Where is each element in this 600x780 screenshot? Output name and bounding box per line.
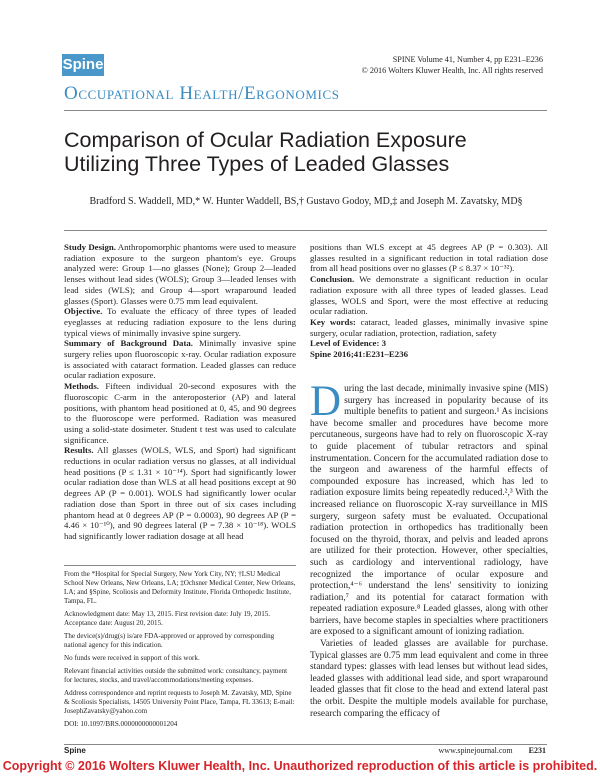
- copyright-notice: Copyright © 2016 Wolters Kluwer Health, Inc. Unauthorized reproduction of this article is prohibited.: [2, 759, 598, 773]
- keywords-label: Key words:: [310, 316, 356, 327]
- summary-label: Summary of Background Data.: [64, 338, 193, 349]
- footer-journal: Spine: [64, 746, 86, 755]
- footnote-dates: Acknowledgment date: May 13, 2015. First revision date: July 19, 2015. Acceptance date: August 20, 2015.: [64, 610, 271, 627]
- article-title: Comparison of Ocular Radiation Exposure Utilizing Three Types of Leaded Glasses: [64, 128, 467, 176]
- study-design-label: Study Design.: [64, 242, 116, 252]
- footnote-funds: No funds were received in support of this work.: [64, 654, 200, 662]
- results-text: All glasses (WOLS, WLS, and Sport) had significant reductions in ocular radiation versus no glasses, at all individual head positions (P ≤ 1.31 × 10⁻¹⁴). Sport had significantly lower ocular radiation dose than WLS at all head positions except at 90 degrees AP (P = 0.001). WOLS had significantly lower ocular radiation dose than Sport in three out of six cases including phantom head at 0 degrees AP (P = 0.0003), 90 degrees AP (P = 4.46 × 10⁻¹⁰), and 90 degrees lateral (P = 7.38 × 10⁻¹⁸). WOLS had significantly lower radiation dosage at all head: [64, 445, 297, 541]
- footnote-fda: The device(s)/drug(s) is/are FDA-approved or approved by corresponding national agency for this indication.: [64, 632, 275, 649]
- journal-copyright-line: © 2016 Wolters Kluwer Health, Inc. All rights reserved: [361, 66, 543, 75]
- body-paragraph-1: uring the last decade, minimally invasive spine (MIS) surgery has increased in popularity because of its multiple benefits to patient and surgeon.¹ As incisions have become smaller and procedures have become more percutaneous, surgeons have had to rely on fluoroscopic X-ray to guide placement of tubular retractors and spinal instrumentation. Concern for the accumulated radiation dose to the surgeon and awareness of the harmful effects of compounded exposure has increased, which has led to radiation exposure limits being repeatedly reduced.²,³ With the increased reliance on fluoroscopic X-ray surveillance in MIS surgery, surgeon safety must be evaluated. Occupational radiation protection in orthopedics has traditionally been focused on the thyroid, thorax, and pelvis and leaded aprons are utilized for their protection. However, other specialties, such as cardiology and interventional radiology, have recognized the importance of ocular exposure and protection,⁴⁻⁶ understand the lens' sensitivity to ionizing radiation,⁷ and its potential for cataract formation with repeated radiation exposure.⁸ Leaded glasses, along with other barriers, have become staples in specialties where practitioners are exposed to a significant amount of ionizing radiation.: [310, 384, 548, 638]
- level-of-evidence: Level of Evidence: 3: [310, 338, 386, 349]
- summary-text: Minimally invasive spine surgery relies upon fluoroscopic x-ray. Ocular radiation exposure is associated with cataract formation. Leaded glasses can reduce ocular radiation exposure.: [64, 338, 296, 381]
- objective-label: Objective.: [64, 306, 103, 317]
- methods-text: Fifteen individual 20-second exposures with the fluoroscopic C-arm in the anteroposterior (AP) and lateral positions, with phantom head positioned at 0, 45, and 90 degrees to the fluoroscope were performed. Radiation was measured using a solid-state dosimeter. Student t test was used to calculate significance.: [64, 381, 297, 445]
- divider: [64, 110, 547, 111]
- footnote-doi: DOI: 10.1097/BRS.0000000000001204: [64, 720, 178, 728]
- footnote-financial: Relevant financial activities outside the submitted work: consultancy, payment for lectures, stocks, and travel/accommodations/meeting expenses.: [64, 667, 288, 684]
- journal-info: [283, 54, 543, 76]
- abstract-left-column: [64, 242, 296, 542]
- abstract-right-column: [310, 242, 548, 360]
- study-design-text: Anthropomorphic phantoms were used to measure radiation exposure to the surgeon phantom's eye. Groups analyzed were: Group 1—no glasses (None); Group 2—leaded lenses without lead sides (WOLS); Group 3—leaded lenses with lead sides (WLS); and Group 4—sport wraparound leaded glasses (Sport). Glasses were 0.75 mm lead equivalent.: [64, 242, 297, 306]
- journal-volume-line: SPINE Volume 41, Number 4, pp E231–E236: [392, 55, 543, 64]
- body-paragraph-2: Varieties of leaded glasses are available for purchase. Typical glasses are 0.75 mm lead equivalent and come in three standard types: glasses with lead lenses but without lead sides, leaded glasses with additional lead side, and sport wraparound leaded glasses that fit close to the head and extend lateral past the orbit. Despite the multiple models available for purchase, research comparing the efficacy of: [310, 639, 548, 719]
- divider: [64, 230, 547, 231]
- journal-url: www.spinejournal.com: [438, 746, 513, 755]
- objective-text: To evaluate the efficacy of three types of leaded eyeglasses at reducing radiation exposure to the lens during typical views of minimally invasive spine surgery.: [64, 306, 296, 338]
- divider: [64, 744, 547, 745]
- results-continued-text: positions than WLS except at 45 degrees AP (P = 0.303). All glasses resulted in a significant reduction in total radiation dose from all head positions over no glasses (P ≤ 8.37 × 10⁻³²).: [310, 242, 548, 274]
- conclusion-text: We demonstrate a significant reduction in ocular radiation exposure with all three types of leaded glasses. Lead glasses, WOLS and Sport, were the most effective at reducing ocular radiation.: [310, 274, 548, 317]
- results-label: Results.: [64, 445, 94, 456]
- body-text: [310, 378, 548, 720]
- author-list: Bradford S. Waddell, MD,* W. Hunter Waddell, BS,† Gustavo Godoy, MD,‡ and Joseph M. Zavatsky, MD§: [89, 196, 523, 207]
- conclusion-label: Conclusion.: [310, 274, 355, 285]
- page-number: E231: [528, 746, 546, 755]
- divider: [64, 565, 296, 566]
- section-heading: Occupational Health/Ergonomics: [64, 83, 340, 104]
- keywords-text: cataract, leaded glasses, minimally invasive spine surgery, ocular radiation, protection, radiation, safety: [310, 316, 549, 338]
- footer-right: [439, 746, 546, 755]
- drop-cap: D: [310, 378, 342, 425]
- methods-label: Methods.: [64, 381, 99, 392]
- footnote-affiliations: From the *Hospital for Special Surgery, New York City, NY; †LSU Medical School New Orleans, New Orleans, LA; ‡Ochsner Medical Center, New Orleans, LA; and §Spine, Scoliosis and Deformity Institute, Florida Orthopedic Institute, Tampa, FL.: [64, 570, 296, 605]
- footnotes: [64, 570, 296, 733]
- journal-logo: Spine: [62, 54, 104, 76]
- footnote-correspondence: Address correspondence and reprint requests to Joseph M. Zavatsky, MD, Spine & Scoliosis Specialists, 14505 University Point Place, Tampa, FL 33613; E-mail: JosephZavatsky@yahoo.com: [64, 689, 295, 715]
- citation: Spine 2016;41:E231–E236: [310, 349, 408, 360]
